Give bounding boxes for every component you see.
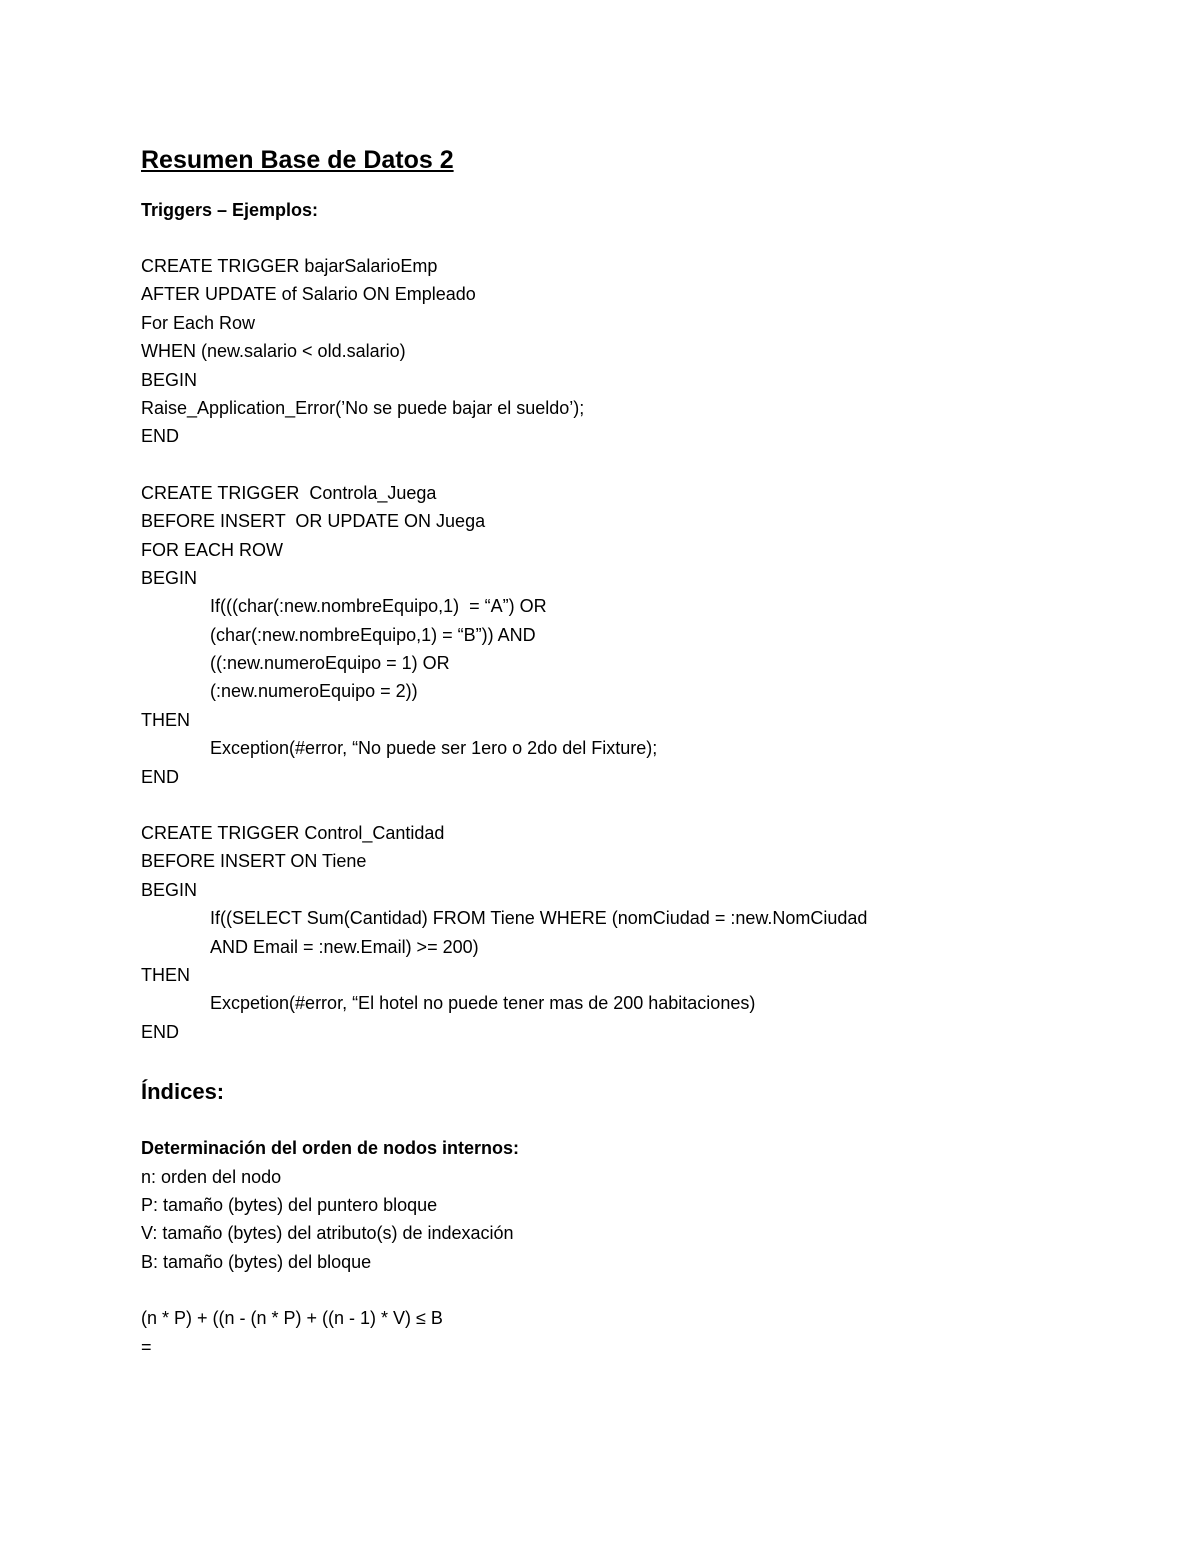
code-line: CREATE TRIGGER bajarSalarioEmp [141,256,438,276]
code-line: Exception(#error, “No puede ser 1ero o 2do del Fixture); [210,738,658,759]
code-line: Excpetion(#error, “El hotel no puede tener mas de 200 habitaciones) [210,993,756,1014]
code-line: WHEN (new.salario < old.salario) [141,341,406,362]
code-line: BEGIN [141,567,198,588]
definition-line: B: tamaño (bytes) del bloque [141,1251,372,1272]
triggers-heading: Triggers – Ejemplos: [141,200,319,220]
trigger-block-3 [141,819,1101,1046]
code-line: (char(:new.nombreEquipo,1) = “B”)) AND [210,624,536,645]
document-body [141,143,1101,1361]
code-line: BEGIN [141,369,198,390]
definition-line: V: tamaño (bytes) del atributo(s) de indexación [141,1223,514,1244]
code-line: BEFORE INSERT OR UPDATE ON Juega [141,511,486,532]
code-line: THEN [141,964,190,985]
code-line: END [141,1021,180,1042]
code-line: If(((char(:new.nombreEquipo,1) = “A”) OR [210,596,547,617]
indices-heading: Índices: [141,1079,225,1105]
code-line: BEGIN [141,879,198,900]
code-line: AND Email = :new.Email) >= 200) [210,936,479,957]
definition-line: n: orden del nodo [141,1166,282,1187]
code-line: For Each Row [141,312,256,333]
code-line: ((:new.numeroEquipo = 1) OR [210,653,450,674]
internal-nodes-section [141,1134,1101,1276]
trigger-block-2 [141,479,1101,791]
definition-line: P: tamaño (bytes) del puntero bloque [141,1194,438,1215]
code-line: If((SELECT Sum(Cantidad) FROM Tiene WHERE (nomCiudad = :new.NomCiudad [210,908,868,929]
trigger-block-1 [141,252,1101,451]
code-line: (:new.numeroEquipo = 2)) [210,681,418,702]
formula-line: (n * P) + ((n - (n * P) + ((n - 1) * V) ≤ B [141,1308,443,1329]
internal-nodes-heading: Determinación del orden de nodos internos: [141,1138,520,1159]
code-line: Raise_Application_Error(’No se puede bajar el sueldo’); [141,397,585,418]
code-line: FOR EACH ROW [141,539,283,560]
code-line: THEN [141,709,190,730]
document-title: Resumen Base de Datos 2 [141,146,454,174]
code-line: AFTER UPDATE of Salario ON Empleado [141,284,476,305]
code-line: BEFORE INSERT ON Tiene [141,851,367,872]
code-line: END [141,426,180,447]
code-line: CREATE TRIGGER Controla_Juega [141,482,437,503]
code-line: CREATE TRIGGER Control_Cantidad [141,823,445,844]
code-line: END [141,766,180,787]
formula-line: = [141,1336,152,1357]
formula-section [141,1304,1101,1361]
